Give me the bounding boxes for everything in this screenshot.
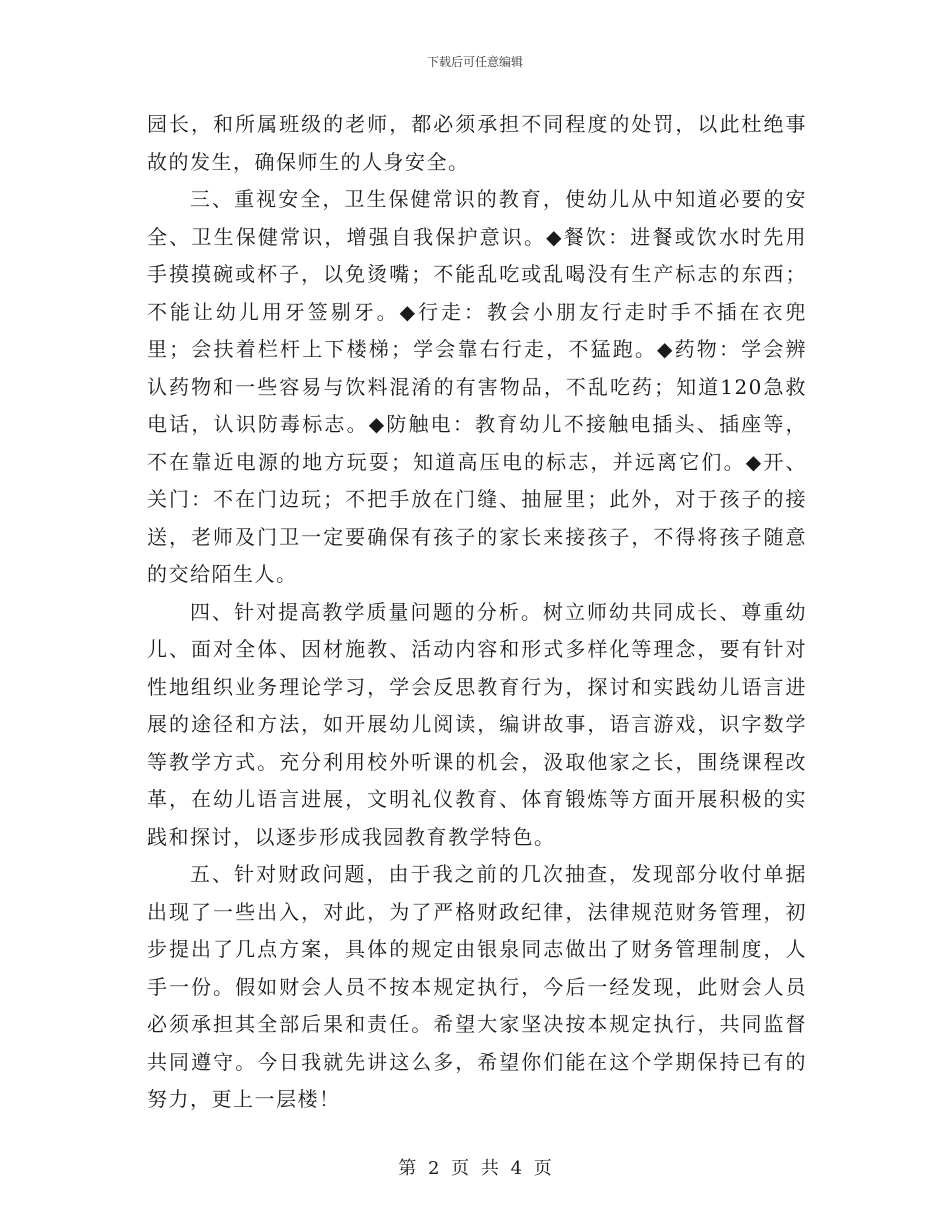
paragraph-teaching-quality: 四、针对提高教学质量问题的分析。树立师幼共同成长、尊重幼儿、面对全体、因材施教、活动内容和形式多样化等理念，要有针对性地组织业务理论学习，学会反思教育行为，探讨和实践幼儿语言进展的途径和方法，如开展幼儿阅读，编讲故事，语言游戏，识字数学等教学方式。充分利用校外听课的机会，汲取他家之长，围绕课程改革，在幼儿语言进展，文明礼仪教育、体育锻炼等方面开展积极的实践和探讨，以逐步形成我园教育教学特色。 xyxy=(147,599,807,849)
document-body xyxy=(147,106,807,1119)
paragraph-continuation: 园长，和所属班级的老师，都必须承担不同程度的处罚，以此杜绝事故的发生，确保师生的人身安全。 xyxy=(147,112,807,174)
page-header: 下载后可任意编辑 xyxy=(426,55,523,69)
paragraph-safety-education: 三、重视安全，卫生保健常识的教育，使幼儿从中知道必要的安全、卫生保健常识，增强自我保护意识。◆餐饮：进餐或饮水时先用手摸摸碗或杯子，以免烫嘴；不能乱吃或乱喝没有生产标志的东西；不能让幼儿用牙签剔牙。◆行走：教会小朋友行走时手不插在衣兜里；会扶着栏杆上下楼梯；学会靠右行走，不猛跑。◆药物：学会辨认药物和一些容易与饮料混淆的有害物品，不乱吃药；知道120急救电话，认识防毒标志。◆防触电：教育幼儿不接触电插头、插座等，不在靠近电源的地方玩耍；知道高压电的标志，并远离它们。◆开、关门：不在门边玩；不把手放在门缝、抽屉里；此外，对于孩子的接送，老师及门卫一定要确保有孩子的家长来接孩子，不得将孩子随意的交给陌生人。 xyxy=(147,187,807,586)
page-number: 第 2 页 共 4 页 xyxy=(398,1158,552,1179)
paragraph-finance: 五、针对财政问题，由于我之前的几次抽查，发现部分收付单据出现了一些出入，对此，为了严格财政纪律，法律规范财务管理，初步提出了几点方案，具体的规定由银泉同志做出了财务管理制度，人手一份。假如财会人员不按本规定执行，今后一经发现，此财会人员必须承担其全部后果和责任。希望大家坚决按本规定执行，共同监督共同遵守。今日我就先讲这么多，希望你们能在这个学期保持已有的努力，更上一层楼！ xyxy=(147,862,807,1111)
